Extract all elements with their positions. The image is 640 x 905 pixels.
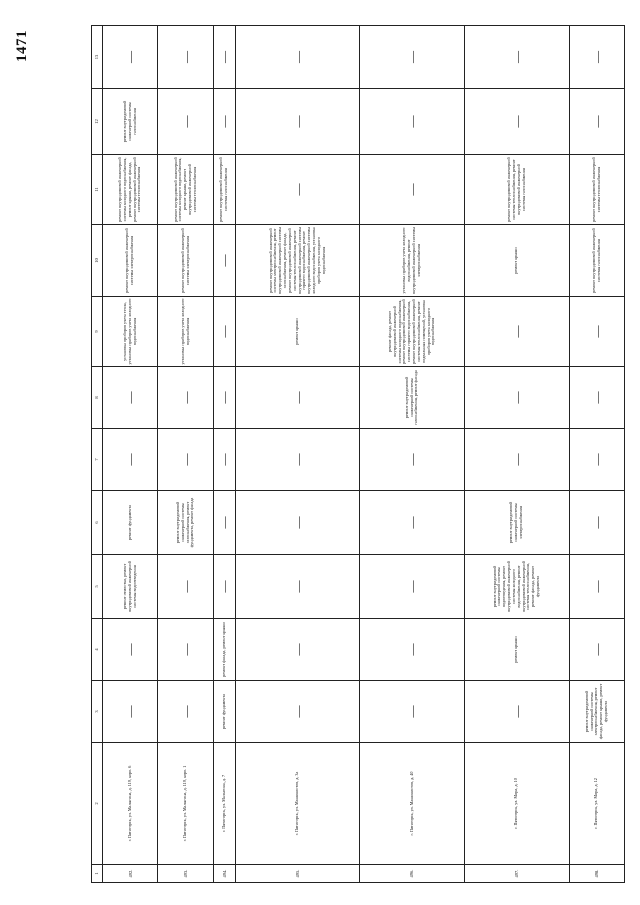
- address-cell: г. Пятигорск, ул. Малыгина, д. 7: [213, 743, 235, 865]
- cell: ремонт крыши: [464, 225, 569, 297]
- cell: —: [235, 619, 359, 681]
- cell: ремонт крыши: [464, 619, 569, 681]
- cell: ремонт внутридомовой инженерной системы газоснабжения, ремонт фасада: [360, 367, 465, 429]
- cell: —: [464, 429, 569, 491]
- cell: —: [213, 491, 235, 555]
- cell: ремонт фасада, ремонт крыши: [213, 619, 235, 681]
- cell: ремонт внутридомовой инженерной системы газоснабжения: [213, 155, 235, 225]
- row-number: 495.: [235, 865, 359, 883]
- page-number: 1471: [14, 30, 30, 62]
- cell: ремонт отмостки, ремонт внутридомовой инженерной системы водоотведения: [103, 555, 158, 619]
- cell: установка приборов учета холодного водоснабжения: [158, 297, 213, 367]
- cell: —: [360, 491, 465, 555]
- cell: ремонт фундамента: [103, 491, 158, 555]
- cell: —: [103, 681, 158, 743]
- cell: —: [213, 297, 235, 367]
- cell: —: [235, 367, 359, 429]
- cell: —: [569, 26, 624, 89]
- rotated-table-container: [91, 26, 625, 883]
- row-number: 494.: [213, 865, 235, 883]
- cell: —: [158, 89, 213, 155]
- row-number: 492.: [103, 865, 158, 883]
- cell: —: [360, 155, 465, 225]
- address-cell: г. Пятигорск, ул. Мира, д. 10: [464, 743, 569, 865]
- cell: —: [213, 26, 235, 89]
- column-header: 7: [92, 429, 103, 491]
- cell: —: [235, 681, 359, 743]
- column-header: 11: [92, 155, 103, 225]
- cell: ремонт внутридомовой инженерной системы электроснабжения: [158, 225, 213, 297]
- address-cell: г. Пятигорск, ул. Машинистов, д. 40: [360, 743, 465, 865]
- cell: —: [158, 619, 213, 681]
- cell: ремонт внутридомовой инженерной системы газоснабжения: [103, 89, 158, 155]
- cell: —: [235, 429, 359, 491]
- repair-register-table: [91, 25, 625, 883]
- cell: —: [103, 619, 158, 681]
- table-row: [464, 26, 569, 883]
- cell: ремонт фасада, ремонт внутридомовой инженерной системы холодного водоснабжения, ремонт внутридомовой инженерной системы горячего водоснабжения, ремонт внутридомовой инженерной системы теплоснабжения, ремонт подвальных помещений, установка приборов учета холодного водоснабжения: [360, 297, 465, 367]
- cell: —: [360, 26, 465, 89]
- column-header: 5: [92, 555, 103, 619]
- column-header: 6: [92, 491, 103, 555]
- cell: —: [569, 491, 624, 555]
- header-row: [92, 26, 103, 883]
- address-cell: г. Пятигорск, ул. Малыгина, д. 119, корп. 6: [103, 743, 158, 865]
- cell: ремонт внутридомовой инженерной системы электроснабжения, ремонт внутридомовой инженерной системы газоснабжения, ремонт фасада, ремонт внутридомовой инженерной системы теплоснабжения, ремонт внутридомовой инженерной системы горячего водоснабжения, ремонт внутридомовой инженерной системы холодного водоснабжения, установка приборов учета холодного водоснабжения: [235, 225, 359, 297]
- cell: —: [158, 26, 213, 89]
- cell: —: [464, 367, 569, 429]
- column-header: 10: [92, 225, 103, 297]
- cell: —: [213, 367, 235, 429]
- cell: ремонт внутридомовой инженерной системы теплоснабжения, ремонт внутридомовой инженерной системы газоснабжения: [464, 155, 569, 225]
- row-number: 496.: [360, 865, 465, 883]
- cell: —: [569, 297, 624, 367]
- cell: ремонт внутридомовой инженерной системы электроснабжения: [464, 491, 569, 555]
- column-header: 13: [92, 26, 103, 89]
- cell: установка приборов учета тепла, установка приборов учета холодного водоснабжения: [103, 297, 158, 367]
- cell: —: [158, 367, 213, 429]
- cell: ремонт фундамента: [213, 681, 235, 743]
- cell: —: [103, 367, 158, 429]
- cell: —: [360, 619, 465, 681]
- column-header: 4: [92, 619, 103, 681]
- cell: ремонт внутридомовой инженерной системы газоснабжения: [569, 225, 624, 297]
- cell: —: [235, 26, 359, 89]
- cell: —: [158, 681, 213, 743]
- table-row: [213, 26, 235, 883]
- row-number: 498.: [569, 865, 624, 883]
- cell: —: [235, 155, 359, 225]
- cell: —: [464, 681, 569, 743]
- column-header: 2: [92, 743, 103, 865]
- cell: —: [464, 26, 569, 89]
- cell: —: [213, 429, 235, 491]
- cell: —: [213, 225, 235, 297]
- address-cell: г. Пятигорск, ул. Малыгина, д. 119, корп. 1: [158, 743, 213, 865]
- address-cell: г. Пятигорск, ул. Мира, д. 12: [569, 743, 624, 865]
- cell: —: [360, 429, 465, 491]
- cell: ремонт внутридомовой инженерной системы электроснабжения, ремонт фасада, ремонт крыши, ремонт фундамента: [569, 681, 624, 743]
- cell: —: [213, 555, 235, 619]
- cell: —: [235, 491, 359, 555]
- cell: —: [464, 297, 569, 367]
- cell: —: [235, 89, 359, 155]
- table-row: [158, 26, 213, 883]
- cell: —: [103, 26, 158, 89]
- cell: —: [569, 619, 624, 681]
- cell: —: [360, 681, 465, 743]
- column-header: 1: [92, 865, 103, 883]
- cell: установка приборов учета холодного водоснабжения, ремонт внутридомовой инженерной системы электроснабжения: [360, 225, 465, 297]
- cell: ремонт внутридомовой инженерной системы теплоснабжения: [569, 155, 624, 225]
- table-row: [235, 26, 359, 883]
- cell: ремонт внутридомовой инженерной системы водоотведения, ремонт внутридомовой инженерной системы холодного водоснабжения, ремонт внутридомовой инженерной системы теплоснабжения, ремонт фасада, ремонт фундамента: [464, 555, 569, 619]
- cell: —: [569, 555, 624, 619]
- cell: —: [103, 429, 158, 491]
- document-page: [91, 26, 625, 883]
- cell: —: [569, 367, 624, 429]
- table-row: [360, 26, 465, 883]
- cell: —: [213, 89, 235, 155]
- table-row: [103, 26, 158, 883]
- cell: ремонт внутридомовой инженерной системы холодного водоснабжения, ремонт крыши, ремонт внутридомовой инженерной системы теплоснабжения: [158, 155, 213, 225]
- cell: —: [569, 429, 624, 491]
- column-header: 12: [92, 89, 103, 155]
- cell: ремонт крыши: [235, 297, 359, 367]
- row-number: 493.: [158, 865, 213, 883]
- cell: —: [158, 555, 213, 619]
- cell: ремонт внутридомовой инженерной системы холодного водоснабжения, ремонт крыши, ремонт фасада, ремонт внутридомовой инженерной системы теплоснабжения: [103, 155, 158, 225]
- cell: —: [235, 555, 359, 619]
- column-header: 3: [92, 681, 103, 743]
- address-cell: г. Пятигорск, ул. Машинистов, д. 3а: [235, 743, 359, 865]
- cell: ремонт внутридомовой инженерной системы электроснабжения: [103, 225, 158, 297]
- cell: —: [569, 89, 624, 155]
- cell: —: [464, 89, 569, 155]
- column-header: 8: [92, 367, 103, 429]
- table-row: [569, 26, 624, 883]
- cell: —: [360, 89, 465, 155]
- cell: —: [360, 555, 465, 619]
- row-number: 497.: [464, 865, 569, 883]
- cell: ремонт внутридомовой инженерной системы газоснабжения, ремонт фундамента, ремонт фасада: [158, 491, 213, 555]
- cell: —: [158, 429, 213, 491]
- column-header: 9: [92, 297, 103, 367]
